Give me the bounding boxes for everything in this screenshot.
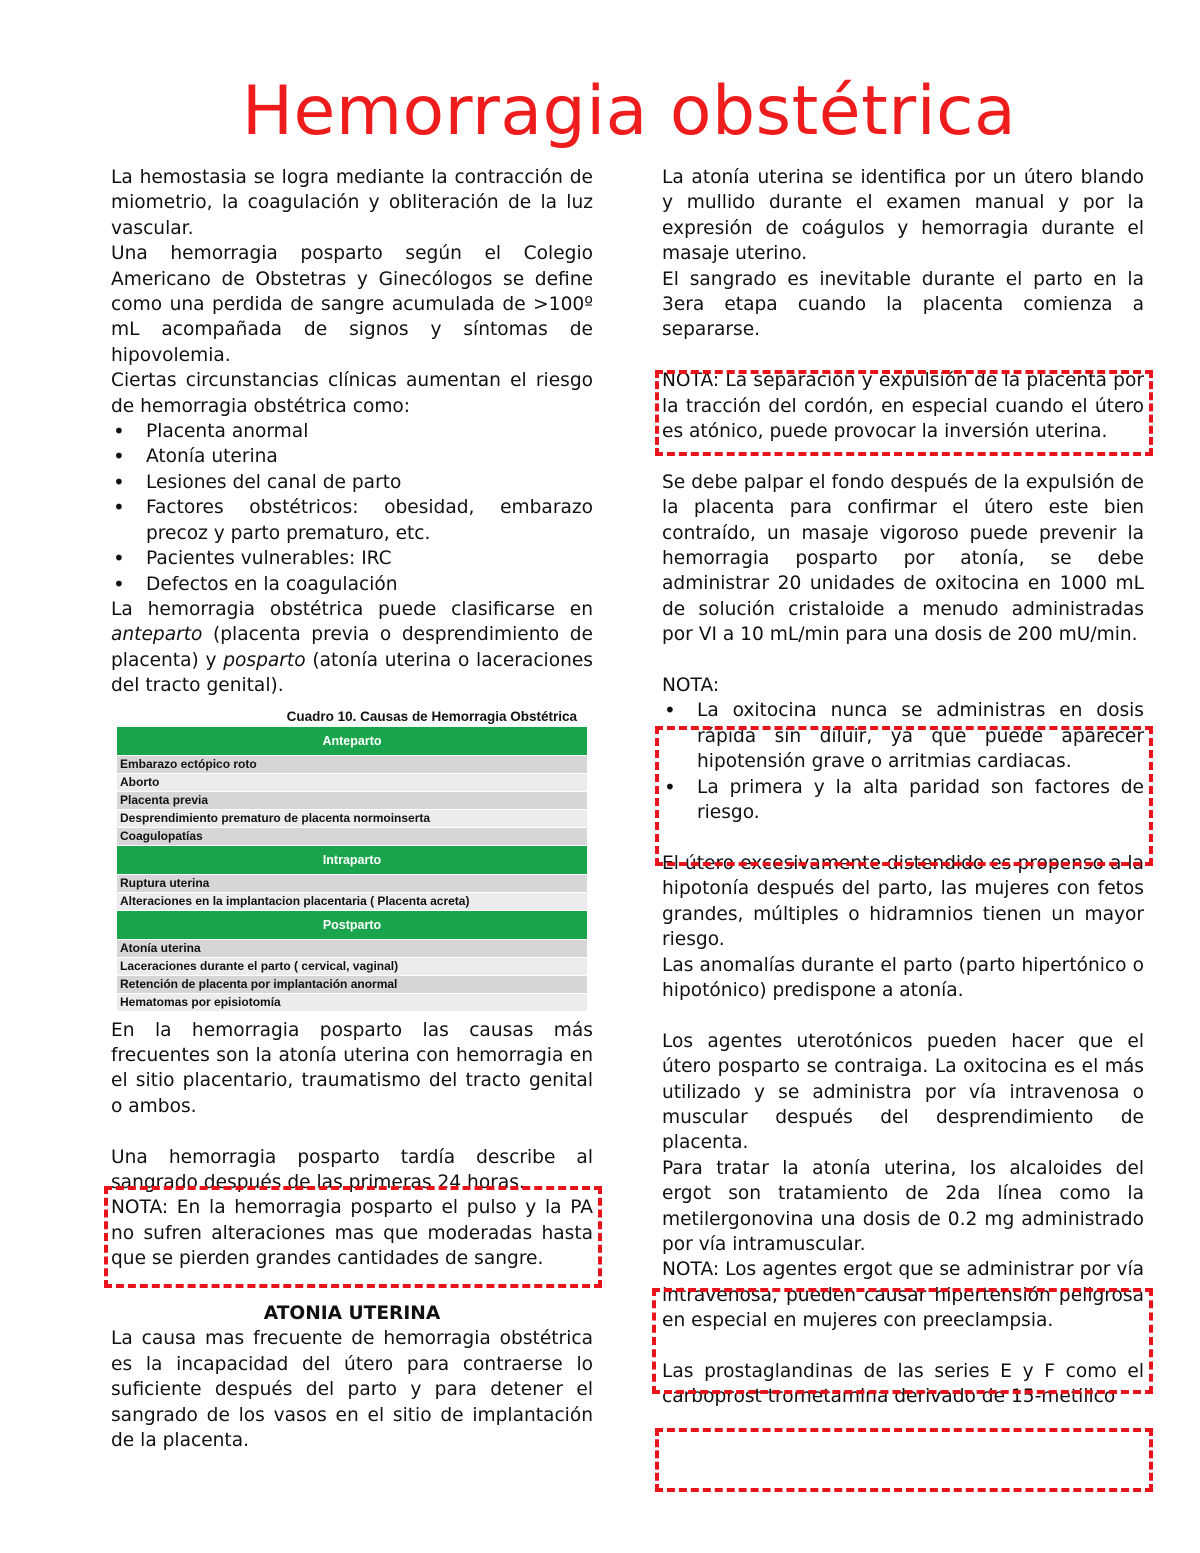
list-item: • Placenta anormal xyxy=(111,419,593,444)
emphasis: anteparto xyxy=(111,624,203,646)
page-title: Hemorragia obstétrica xyxy=(241,72,1017,151)
paragraph: Se debe palpar el fondo después de la expulsión de la placenta para confirmar el útero este bien contraído, un masaje vigoroso puede prevenir la hemorragia posparto por atonía, se debe administrar 20 unidades de oxitocina en 1000 mL de solución cristaloide a menudo administradas por VI a 10 mL/min para una dosis de 200 mU/min. xyxy=(662,471,1144,646)
paragraph: La atonía uterina se identifica por un útero blando y mullido durante el examen manual y por la expresión de coágulos y hemorragia durante el masaje uterino. xyxy=(662,167,1144,265)
paragraph: El útero excesivamente distendido es propenso a la hipotonía después del parto, las mujeres con fetos grandes, múltiples o hidramnios tienen un mayor riesgo. xyxy=(662,852,1144,951)
table-section-header: Intraparto xyxy=(117,845,587,874)
table-cell: Ruptura uterina xyxy=(117,874,587,892)
table-cell: Desprendimiento prematuro de placenta normoinserta xyxy=(117,809,587,827)
note-text: NOTA: En la hemorragia posparto el pulso y la PA no sufren alteraciones mas que moderadas hasta que se pierden grandes cantidades de sangre. xyxy=(111,1197,593,1270)
table-cell: Embarazo ectópico roto xyxy=(117,755,587,773)
table-cell: Atonía uterina xyxy=(117,939,587,957)
causes-table-figure xyxy=(117,707,587,1012)
table-cell: Placenta previa xyxy=(117,791,587,809)
paragraph: Una hemorragia posparto tardía describe al sangrado después de las primeras 24 horas. xyxy=(111,1146,593,1193)
list-item: • Pacientes vulnerables: IRC xyxy=(111,546,593,571)
paragraph: Las prostaglandinas de las series E y F como el carboprost trometamina derivado de 15-metilico xyxy=(662,1361,1144,1408)
table-cell: Hematomas por episiotomía xyxy=(117,993,587,1011)
note-box xyxy=(655,370,1153,456)
table-section-header: Postparto xyxy=(117,910,587,939)
note-box xyxy=(104,1186,602,1288)
table-cell: Alteraciones en la implantacion placentaria ( Placenta acreta) xyxy=(117,892,587,910)
table-section-header: Anteparto xyxy=(117,727,587,756)
section-heading: ATONIA UTERINA xyxy=(263,1302,441,1324)
list-item: • La oxitocina nunca se administras en dosis rápida sin diluir, ya que puede aparecer hipotensión grave o arritmias cardiacas. xyxy=(662,698,1144,774)
table-caption: Cuadro 10. Causas de Hemorragia Obstétrica xyxy=(286,708,577,724)
note-label: NOTA: xyxy=(662,675,720,697)
table-cell: Retención de placenta por implantación anormal xyxy=(117,975,587,993)
list-item: • Defectos en la coagulación xyxy=(111,572,593,597)
text-run: (placenta previa o desprendimiento de placenta) y xyxy=(111,624,593,671)
note-box xyxy=(655,726,1153,866)
emphasis: posparto xyxy=(223,649,306,671)
paragraph xyxy=(111,597,593,699)
table-cell: Coagulopatías xyxy=(117,827,587,845)
text-run: (atonía uterina o laceraciones del tracto genital). xyxy=(111,649,593,697)
list-item: • Factores obstétricos: obesidad, embarazo precoz y parto prematuro, etc. xyxy=(111,495,593,546)
list-item: • Lesiones del canal de parto xyxy=(111,470,593,495)
paragraph: La hemostasia se logra mediante la contracción de miometrio, la coagulación y obliteración de la luz vascular. xyxy=(111,167,593,239)
list-item: • La primera y la alta paridad son factores de riesgo. xyxy=(662,775,1144,826)
note-text: NOTA: Los agentes ergot que se administrar por vía intravenosa, pueden causar hipertensión peligrosa en especial en mujeres con preeclampsia. xyxy=(662,1259,1144,1332)
paragraph: El sangrado es inevitable durante el parto en la 3era etapa cuando la placenta comienza a separarse. xyxy=(662,268,1144,341)
table-cell: Aborto xyxy=(117,773,587,791)
note-text: NOTA: La separación y expulsión de la placenta por la tracción del cordón, en especial cuando el útero es atónico, puede provocar la inversión uterina. xyxy=(662,370,1144,443)
paragraph: Para tratar la atonía uterina, los alcaloides del ergot son tratamiento de 2da línea como la metilergonovina una dosis de 0.2 mg administrado por vía intramuscular. xyxy=(662,1157,1144,1255)
table-cell: Laceraciones durante el parto ( cervical, vaginal) xyxy=(117,957,587,975)
text-run: La hemorragia obstétrica puede clasificarse en xyxy=(111,598,593,620)
paragraph: En la hemorragia posparto las causas más frecuentes son la atonía uterina con hemorragia en el sitio placentario, traumatismo del tracto genital o ambos. xyxy=(111,1019,593,1117)
list-item: • Atonía uterina xyxy=(111,444,593,469)
causes-table xyxy=(117,727,587,1012)
note-box xyxy=(652,1288,1153,1394)
note-box xyxy=(655,1428,1153,1492)
paragraph: Los agentes uterotónicos pueden hacer que el útero posparto se contraiga. La oxitocina es el más utilizado y se administra por vía intravenosa o muscular después del desprendimiento de placenta. xyxy=(662,1030,1144,1154)
paragraph: Ciertas circunstancias clínicas aumentan el riesgo de hemorragia obstétrica como: xyxy=(111,370,593,417)
paragraph: Una hemorragia posparto según el Colegio Americano de Obstetras y Ginecólogos se define como una perdida de sangre acumulada de >100º mL acompañada de signos y síntomas de hipovolemia. xyxy=(111,243,593,366)
paragraph: Las anomalías durante el parto (parto hipertónico o hipotónico) predispone a atonía. xyxy=(662,954,1144,1001)
risk-list xyxy=(111,419,593,597)
paragraph: La causa mas frecuente de hemorragia obstétrica es la incapacidad del útero para contraerse lo suficiente después del parto y para detener el sangrado de los vasos en el sitio de implantación de la placenta. xyxy=(111,1328,593,1451)
